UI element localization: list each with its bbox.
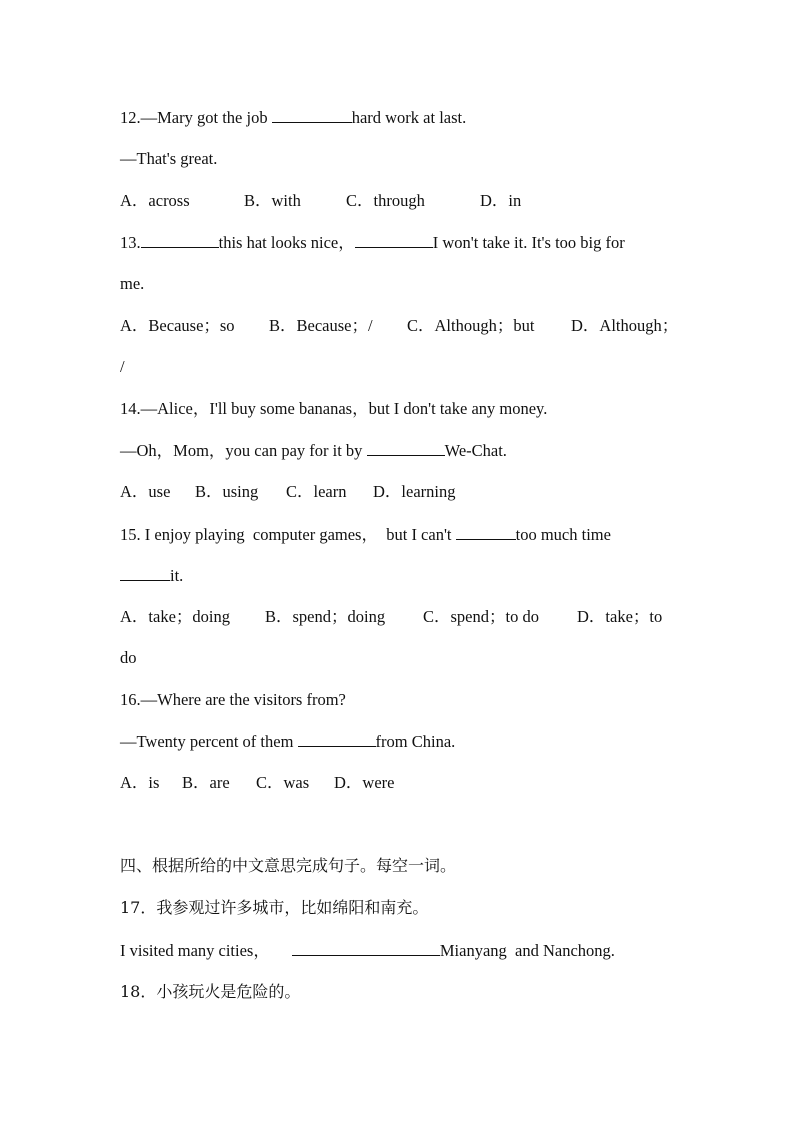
q13-options-cont: / bbox=[120, 357, 125, 376]
q14-options bbox=[120, 482, 455, 502]
q14-reply-text: —Oh，Mom，you can pay for it by bbox=[120, 441, 367, 460]
q12-prompt-text-end: hard work at last. bbox=[351, 108, 467, 127]
option-b[interactable]: B．using bbox=[195, 482, 259, 501]
q17-prompt: 17．我参观过许多城市，比如绵阳和南充。 bbox=[120, 898, 429, 917]
option-c[interactable]: C．spend；to do bbox=[423, 607, 539, 626]
option-d[interactable]: D．learning bbox=[373, 482, 456, 501]
q16-reply-text-end: from China. bbox=[375, 732, 456, 751]
option-d[interactable]: D．take；to bbox=[577, 607, 663, 626]
q16-options bbox=[120, 773, 394, 793]
q15-options-cont: do bbox=[120, 648, 137, 667]
q14-reply bbox=[120, 440, 507, 461]
option-a[interactable]: A．use bbox=[120, 482, 171, 501]
answer-blank[interactable] bbox=[367, 440, 445, 456]
option-b[interactable]: B．spend；doing bbox=[265, 607, 386, 626]
q13-prompt-text: this hat looks nice， bbox=[218, 233, 355, 252]
answer-blank[interactable] bbox=[456, 524, 516, 540]
q15-options bbox=[120, 607, 662, 627]
q16-prompt: 16.—Where are the visitors from? bbox=[120, 690, 346, 709]
q16-reply-text: —Twenty percent of them bbox=[120, 732, 298, 751]
q17-answer-line bbox=[120, 940, 615, 961]
q12-reply: —That's great. bbox=[120, 149, 218, 168]
q12-options bbox=[120, 191, 521, 211]
q17-answer-text: I visited many cities， bbox=[120, 941, 270, 960]
option-b[interactable]: B．Because；/ bbox=[269, 316, 373, 335]
option-a[interactable]: A．across bbox=[120, 191, 190, 210]
q17-answer-text-end: Mianyang and Nanchong. bbox=[439, 941, 615, 960]
q12-prompt bbox=[120, 107, 466, 128]
q15-prompt-cont-text: it. bbox=[170, 566, 184, 585]
q12-prompt-text: 12.—Mary got the job bbox=[120, 108, 272, 127]
option-d[interactable]: D．were bbox=[334, 773, 395, 792]
option-a[interactable]: A．take；doing bbox=[120, 607, 230, 626]
q14-prompt: 14.—Alice，I'll buy some bananas，but I don't take any money. bbox=[120, 399, 548, 418]
option-b[interactable]: B．with bbox=[244, 191, 301, 210]
q15-prompt bbox=[120, 524, 611, 545]
answer-blank[interactable] bbox=[141, 232, 219, 248]
q15-prompt-text: 15. I enjoy playing computer games， but I can't bbox=[120, 525, 456, 544]
option-b[interactable]: B．are bbox=[182, 773, 230, 792]
option-d[interactable]: D．Although； bbox=[571, 316, 679, 335]
q18-prompt: 18．小孩玩火是危险的。 bbox=[120, 982, 301, 1001]
answer-blank[interactable] bbox=[298, 731, 376, 747]
q13-number: 13. bbox=[120, 233, 141, 252]
section-heading: 四、根据所给的中文意思完成句子。每空一词。 bbox=[120, 856, 457, 875]
option-d[interactable]: D．in bbox=[480, 191, 522, 210]
q14-reply-text-end: We-Chat. bbox=[444, 441, 507, 460]
answer-blank[interactable] bbox=[120, 565, 170, 581]
option-c[interactable]: C．Although；but bbox=[407, 316, 535, 335]
q16-reply bbox=[120, 731, 455, 752]
q13-prompt-cont: me. bbox=[120, 274, 145, 293]
option-c[interactable]: C．was bbox=[256, 773, 310, 792]
q15-prompt-cont bbox=[120, 565, 183, 586]
answer-blank[interactable] bbox=[272, 107, 352, 123]
option-a[interactable]: A．is bbox=[120, 773, 160, 792]
answer-blank[interactable] bbox=[292, 940, 440, 956]
q13-options bbox=[120, 316, 678, 336]
option-c[interactable]: C．through bbox=[346, 191, 425, 210]
option-a[interactable]: A．Because；so bbox=[120, 316, 235, 335]
answer-blank[interactable] bbox=[355, 232, 433, 248]
option-c[interactable]: C．learn bbox=[286, 482, 347, 501]
q13-prompt-text-end: I won't take it. It's too big for bbox=[432, 233, 625, 252]
q15-prompt-text-end: too much time bbox=[515, 525, 611, 544]
q13-prompt bbox=[120, 232, 625, 253]
